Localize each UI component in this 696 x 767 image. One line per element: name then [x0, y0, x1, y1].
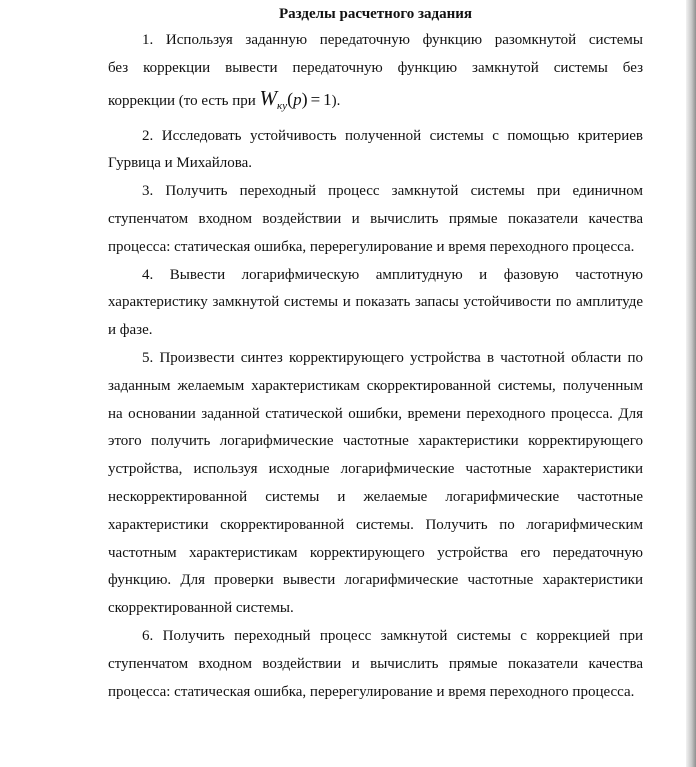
formula-argument: p	[293, 89, 302, 109]
paragraph-5: 5. Произвести синтез корректирующего устройства в частотной области по заданным желаемым характеристикам скорректированной системы, полученным на основании заданной статической ошибки, времени переходного процесса. Для этого получить логарифмические частотные характеристики корректирующего устройства, используя исходные логарифмические частотные характеристики нескорректированной системы и желаемые логарифмические частотные характеристики скорректированной системы. Получить по логарифмическим частотным характеристикам корректирующего устройства его передаточную функцию. Для проверки вывести логарифмические частотные характеристики скорректированной системы.	[108, 349, 643, 617]
paragraph-1-line-2: без коррекции вывести передаточную функцию замкнутой системы без	[108, 59, 643, 76]
formula-equals: =	[310, 89, 321, 109]
page-title: Разделы расчетного задания	[278, 6, 473, 22]
transfer-function-formula	[259, 85, 332, 112]
page-edge-shadow	[686, 0, 696, 767]
paragraph-1-line-3-suffix: ).	[331, 92, 341, 109]
paragraph-1-line-1: 1. Используя заданную передаточную функцию разомкнутой системы	[142, 32, 643, 48]
paragraph-6: 6. Получить переходный процесс замкнутой системы с коррекцией при ступенчатом входном воздействии и вычислить прямые показатели качества процесса: статическая ошибка, перерегулирование и время переходного процесса.	[108, 627, 643, 700]
paragraph-1-line-3	[108, 83, 643, 123]
paragraph-1	[108, 27, 643, 123]
paragraph-3: 3. Получить переходный процесс замкнутой системы при единичном ступенчатом входном воздействии и вычислить прямые показатели качества процесса: статическая ошибка, перерегулирование и время переходного процесса.	[108, 183, 643, 255]
paragraph-2: 2. Исследовать устойчивость полученной системы с помощью критериев Гурвица и Михайлова.	[108, 127, 643, 172]
document-content	[108, 3, 643, 706]
formula-value: 1	[323, 89, 332, 109]
formula-open-paren: (	[287, 88, 294, 109]
formula-symbol: W	[259, 85, 278, 110]
paragraph-4: 4. Вывести логарифмическую амплитудную и фазовую частотную характеристику замкнутой системы и показать запасы устойчивости по амплитуде и фазе.	[108, 266, 643, 339]
paragraph-1-line-3-prefix: коррекции (то есть при	[108, 92, 256, 109]
formula-subscript: ку	[277, 99, 288, 112]
formula-close-paren: )	[301, 88, 308, 109]
